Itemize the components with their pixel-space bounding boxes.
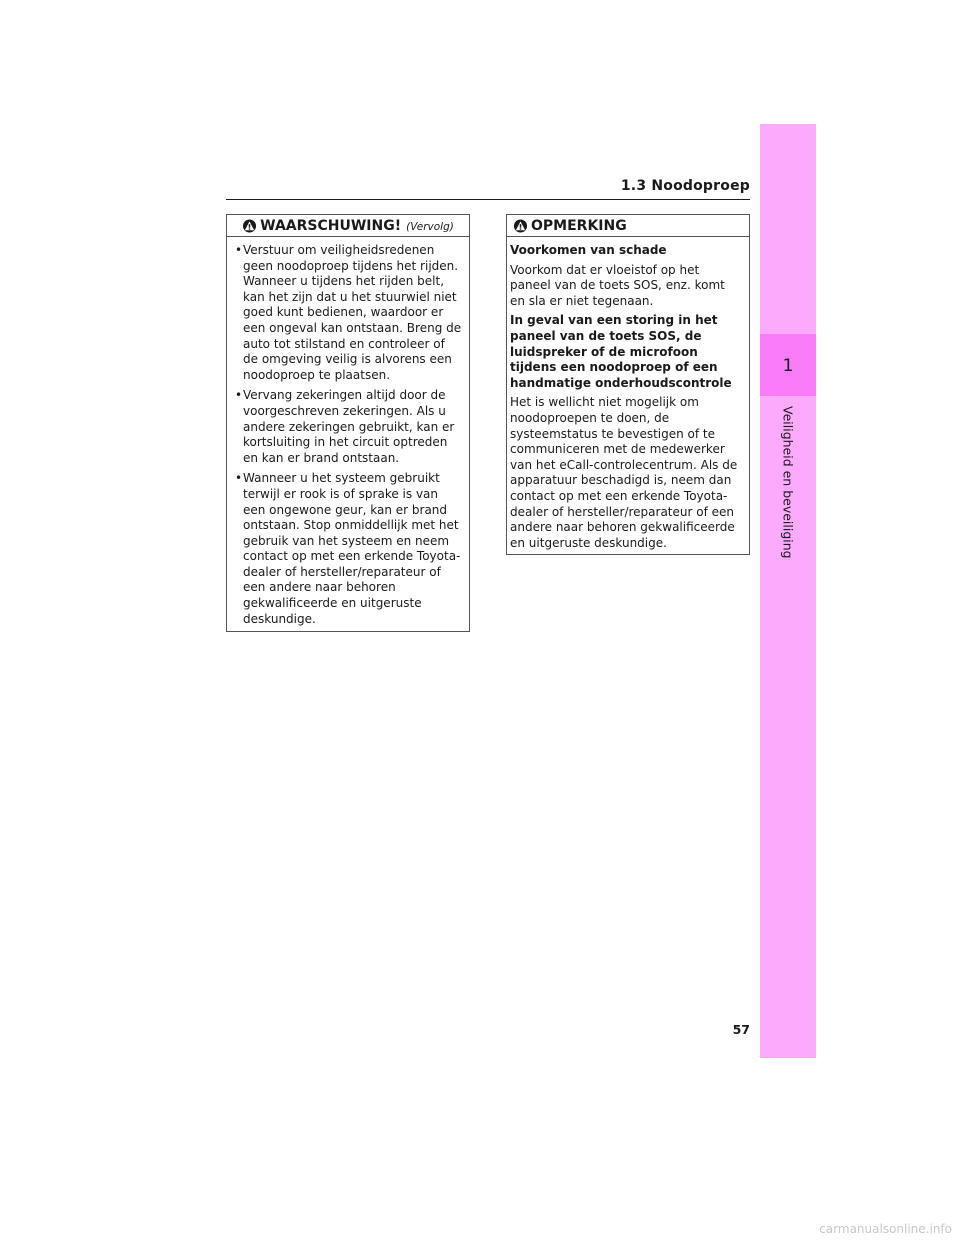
- note-title-bar: [507, 215, 749, 237]
- header-divider: [226, 199, 750, 200]
- caution-icon: [513, 219, 528, 233]
- note-body: [507, 237, 749, 551]
- note-heading: In geval van een storing in het paneel van de toets SOS, de luidspreker of de microfoon tijdens een noodoproep of een handmatige onderhoudscontrole: [510, 313, 732, 390]
- section-title: 1.3 Noodoproep: [620, 178, 750, 194]
- warning-title-bar: [227, 215, 469, 237]
- note-title: OPMERKING: [531, 217, 627, 234]
- list-item: • Verstuur om veiligheidsredenen geen noodoproep tijdens het rijden. Wanneer u tijdens het rijden belt, kan het zijn dat u het stuurwiel niet goed kunt bedienen, waardoor er een ongeval kan ontstaan. Breng de auto tot stilstand en controleer of de omgeving veilig is alvorens een noodoproep te plaatsen.: [235, 243, 463, 383]
- warning-icon: [242, 219, 257, 233]
- note-heading: Voorkomen van schade: [510, 243, 667, 257]
- note-text: Het is wellicht niet mogelijk om noodoproepen te doen, de systeemstatus te bevestigen of te communiceren met de medewerker van het eCall-controlecentrum. Als de apparatuur beschadigd is, neem dan contact op met een erkende Toyota-dealer of hersteller/reparateur of een andere naar behoren gekwalificeerde en uitgeruste deskundige.: [510, 395, 738, 550]
- list-item: • Vervang zekeringen altijd door de voorgeschreven zekeringen. Als u andere zekeringen gebruikt, kan er kortsluiting in het circuit optreden en kan er brand ontstaan.: [235, 388, 463, 466]
- warning-list: [227, 237, 469, 627]
- chapter-number: 1: [782, 356, 794, 376]
- page-number: 57: [732, 1022, 750, 1037]
- warning-title: WAARSCHUWING!: [260, 217, 402, 234]
- warning-box: [226, 214, 470, 632]
- note-text: Voorkom dat er vloeistof op het paneel van de toets SOS, enz. komt en sla er niet tegenaan.: [510, 262, 725, 308]
- note-box: [506, 214, 750, 555]
- watermark: carmanualsonline.info: [819, 1222, 952, 1236]
- chapter-title: Veiligheid en beveiliging: [780, 406, 796, 559]
- list-item: • Wanneer u het systeem gebruikt terwijl er rook is of sprake is van een ongewone geur, kan er brand ontstaan. Stop onmiddellijk met het gebruik van het systeem en neem contact op met een erkende Toyota-dealer of hersteller/reparateur of een andere naar behoren gekwalificeerde en uitgeruste deskundige.: [235, 471, 463, 627]
- chapter-sidebar-tab: [760, 124, 816, 1058]
- warning-subtitle: (Vervolg): [406, 221, 454, 233]
